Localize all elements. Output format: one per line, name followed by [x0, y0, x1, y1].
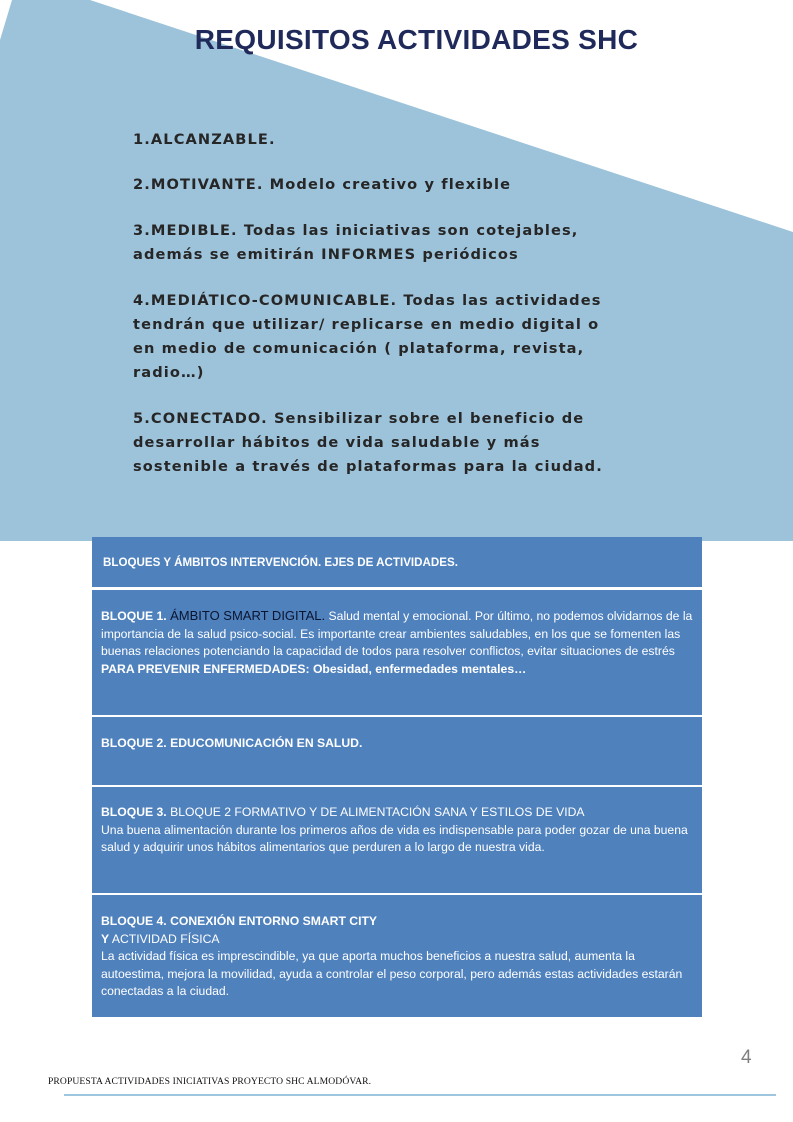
blocks-table	[92, 537, 702, 1017]
block-2	[92, 717, 702, 787]
block-1-bold-end: PARA PREVENIR ENFERMEDADES: Obesidad, enfermedades mentales…	[101, 661, 527, 676]
block-1-ambito: ÁMBITO SMART DIGITAL.	[170, 608, 326, 623]
block-4	[92, 895, 702, 1017]
block-1-label: BLOQUE 1.	[101, 609, 171, 623]
block-1-text: Salud mental y emocional. Por último, no podemos olvidarnos de la importancia de la salud psico-social. Es importante crear ambientes saludables, en los que se fomenten las buenas relaciones potenciando la capacidad de todos para resolver conflictos, evitar situaciones de estrés	[101, 609, 693, 658]
requirement-4: 4.MEDIÁTICO-COMUNICABLE. Todas las actividades tendrán que utilizar/ replicarse en medio digital o en medio de comunicación ( plataforma, revista, radio…)	[133, 292, 602, 381]
footer-text: PROPUESTA ACTIVIDADES INICIATIVAS PROYECTO SHC ALMODÓVAR.	[48, 1076, 372, 1087]
page-number: 4	[741, 1047, 752, 1068]
requirement-3: 3.MEDIBLE. Todas las iniciativas son cotejables, además se emitirán INFORMES periódicos	[133, 222, 579, 263]
block-4-label: BLOQUE 4. CONEXIÓN ENTORNO SMART CITY	[101, 914, 378, 928]
requirements-list	[133, 128, 633, 501]
footer-divider	[64, 1094, 776, 1096]
block-1	[92, 590, 702, 717]
block-4-text: La actividad física es imprescindible, ya que aporta muchos beneficios a nuestra salud, aumenta la autoestima, mejora la movilidad, ayuda a controlar el peso corporal, pero además estas actividades estarán conectadas a la ciudad.	[101, 949, 683, 998]
page-title: REQUISITOS ACTIVIDADES SHC	[194, 24, 639, 55]
block-3	[92, 787, 702, 895]
block-4-label2: Y	[101, 931, 110, 946]
block-3-subtitle: BLOQUE 2 FORMATIVO Y DE ALIMENTACIÓN SANA Y ESTILOS DE VIDA	[166, 805, 585, 819]
requirement-5: 5.CONECTADO. Sensibilizar sobre el beneficio de desarrollar hábitos de vida saludable y más sostenible a través de plataformas para la ciudad.	[133, 410, 603, 475]
block-2-label: BLOQUE 2. EDUCOMUNICACIÓN EN SALUD.	[101, 736, 363, 750]
table-header: BLOQUES Y ÁMBITOS INTERVENCIÓN. EJES DE ACTIVIDADES.	[92, 537, 702, 590]
block-3-text: Una buena alimentación durante los primeros años de vida es indispensable para poder gozar de una buena salud y adquirir unos hábitos alimentarios que perduren a lo largo de nuestra vida.	[101, 822, 688, 854]
block-3-label: BLOQUE 3.	[101, 805, 167, 819]
block-4-subtitle: ACTIVIDAD FÍSICA	[109, 931, 220, 946]
requirement-1: 1.ALCANZABLE.	[133, 131, 276, 148]
requirement-2: 2.MOTIVANTE. Modelo creativo y flexible	[133, 176, 512, 193]
